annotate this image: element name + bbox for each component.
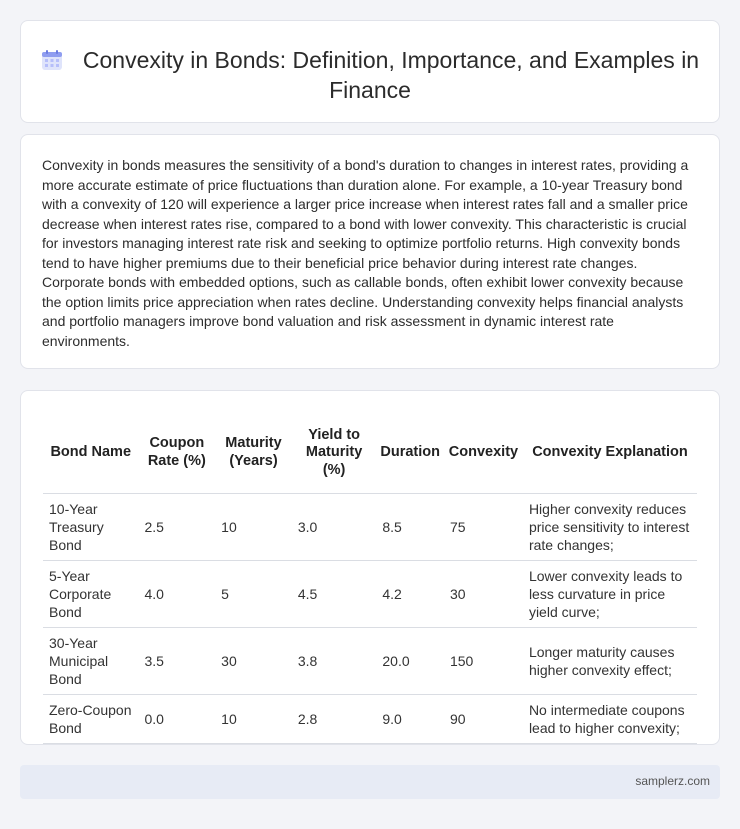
cell-duration: 9.0 — [382, 710, 402, 727]
header-coupon-rate: Coupon Rate (%) — [147, 435, 206, 469]
table-row — [43, 694, 697, 743]
footer-site-link[interactable]: samplerz.com — [635, 774, 710, 788]
table-row — [43, 627, 697, 694]
cell-coupon-rate: 3.5 — [144, 652, 164, 669]
table-row — [43, 560, 697, 627]
page-title: Convexity in Bonds: Definition, Importance, and Examples in Finance — [82, 47, 700, 103]
intro-card — [20, 134, 720, 369]
table-card — [20, 390, 720, 745]
intro-paragraph: Convexity in bonds measures the sensitivity of a bond's duration to changes in interest rates, providing a more accurate estimate of price fluctuations than duration alone. For example, a 10-year Treasury bond with a convexity of 120 will experience a larger price increase when interest rates fall and a smaller price decrease when interest rates rise, compared to a bond with lower convexity. This characteristic is crucial for investors managing interest rate risk and seeking to optimize portfolio returns. High convexity bonds tend to have higher premiums due to their beneficial price behavior during interest rate changes. Corporate bonds with embedded options, such as callable bonds, often exhibit lower convexity because the option limits price appreciation when rates decline. Understanding convexity helps financial analysts and portfolio managers improve bond valuation and risk assessment in dynamic interest rate environments. — [42, 157, 689, 349]
cell-convexity: 75 — [449, 518, 466, 535]
cell-yield: 2.8 — [297, 710, 318, 727]
cell-convexity: 150 — [449, 652, 474, 669]
cell-duration: 20.0 — [382, 652, 410, 669]
header-duration: Duration — [380, 444, 440, 460]
cell-coupon-rate: 2.5 — [144, 518, 164, 535]
cell-bond-name: 30-Year Municipal Bond — [49, 634, 109, 687]
header-yield: Yield to Maturity (%) — [305, 426, 363, 478]
cell-explanation: Lower convexity leads to less curvature in price yield curve; — [528, 567, 683, 620]
bond-table — [43, 413, 697, 744]
cell-bond-name: 5-Year Corporate Bond — [49, 567, 112, 620]
cell-convexity: 30 — [449, 585, 466, 602]
table-header-row — [43, 413, 697, 493]
cell-coupon-rate: 4.0 — [144, 585, 164, 602]
cell-duration: 4.2 — [382, 585, 402, 602]
cell-explanation: Longer maturity causes higher convexity effect; — [528, 643, 675, 678]
cell-coupon-rate: 0.0 — [144, 710, 164, 727]
table-row — [43, 493, 697, 560]
cell-bond-name: 10-Year Treasury Bond — [49, 500, 104, 553]
cell-maturity: 10 — [221, 518, 237, 535]
cell-yield: 3.0 — [297, 518, 318, 535]
cell-maturity: 5 — [221, 585, 229, 602]
header-explanation: Convexity Explanation — [532, 444, 688, 460]
title-card — [20, 20, 720, 123]
cell-explanation: No intermediate coupons lead to higher convexity; — [528, 701, 685, 736]
cell-maturity: 10 — [221, 710, 237, 727]
header-convexity: Convexity — [448, 444, 519, 460]
cell-yield: 4.5 — [297, 585, 318, 602]
cell-bond-name: Zero-Coupon Bond — [49, 701, 132, 736]
cell-duration: 8.5 — [382, 518, 402, 535]
page-title-wrap — [21, 45, 719, 105]
cell-maturity: 30 — [221, 652, 237, 669]
calendar-icon — [41, 49, 63, 71]
header-maturity: Maturity (Years) — [225, 435, 282, 469]
cell-convexity: 90 — [449, 710, 466, 727]
cell-yield: 3.8 — [297, 652, 318, 669]
header-bond-name: Bond Name — [50, 444, 132, 460]
cell-explanation: Higher convexity reduces price sensitivity to interest rate changes; — [528, 500, 690, 553]
footer-bar — [20, 765, 720, 799]
